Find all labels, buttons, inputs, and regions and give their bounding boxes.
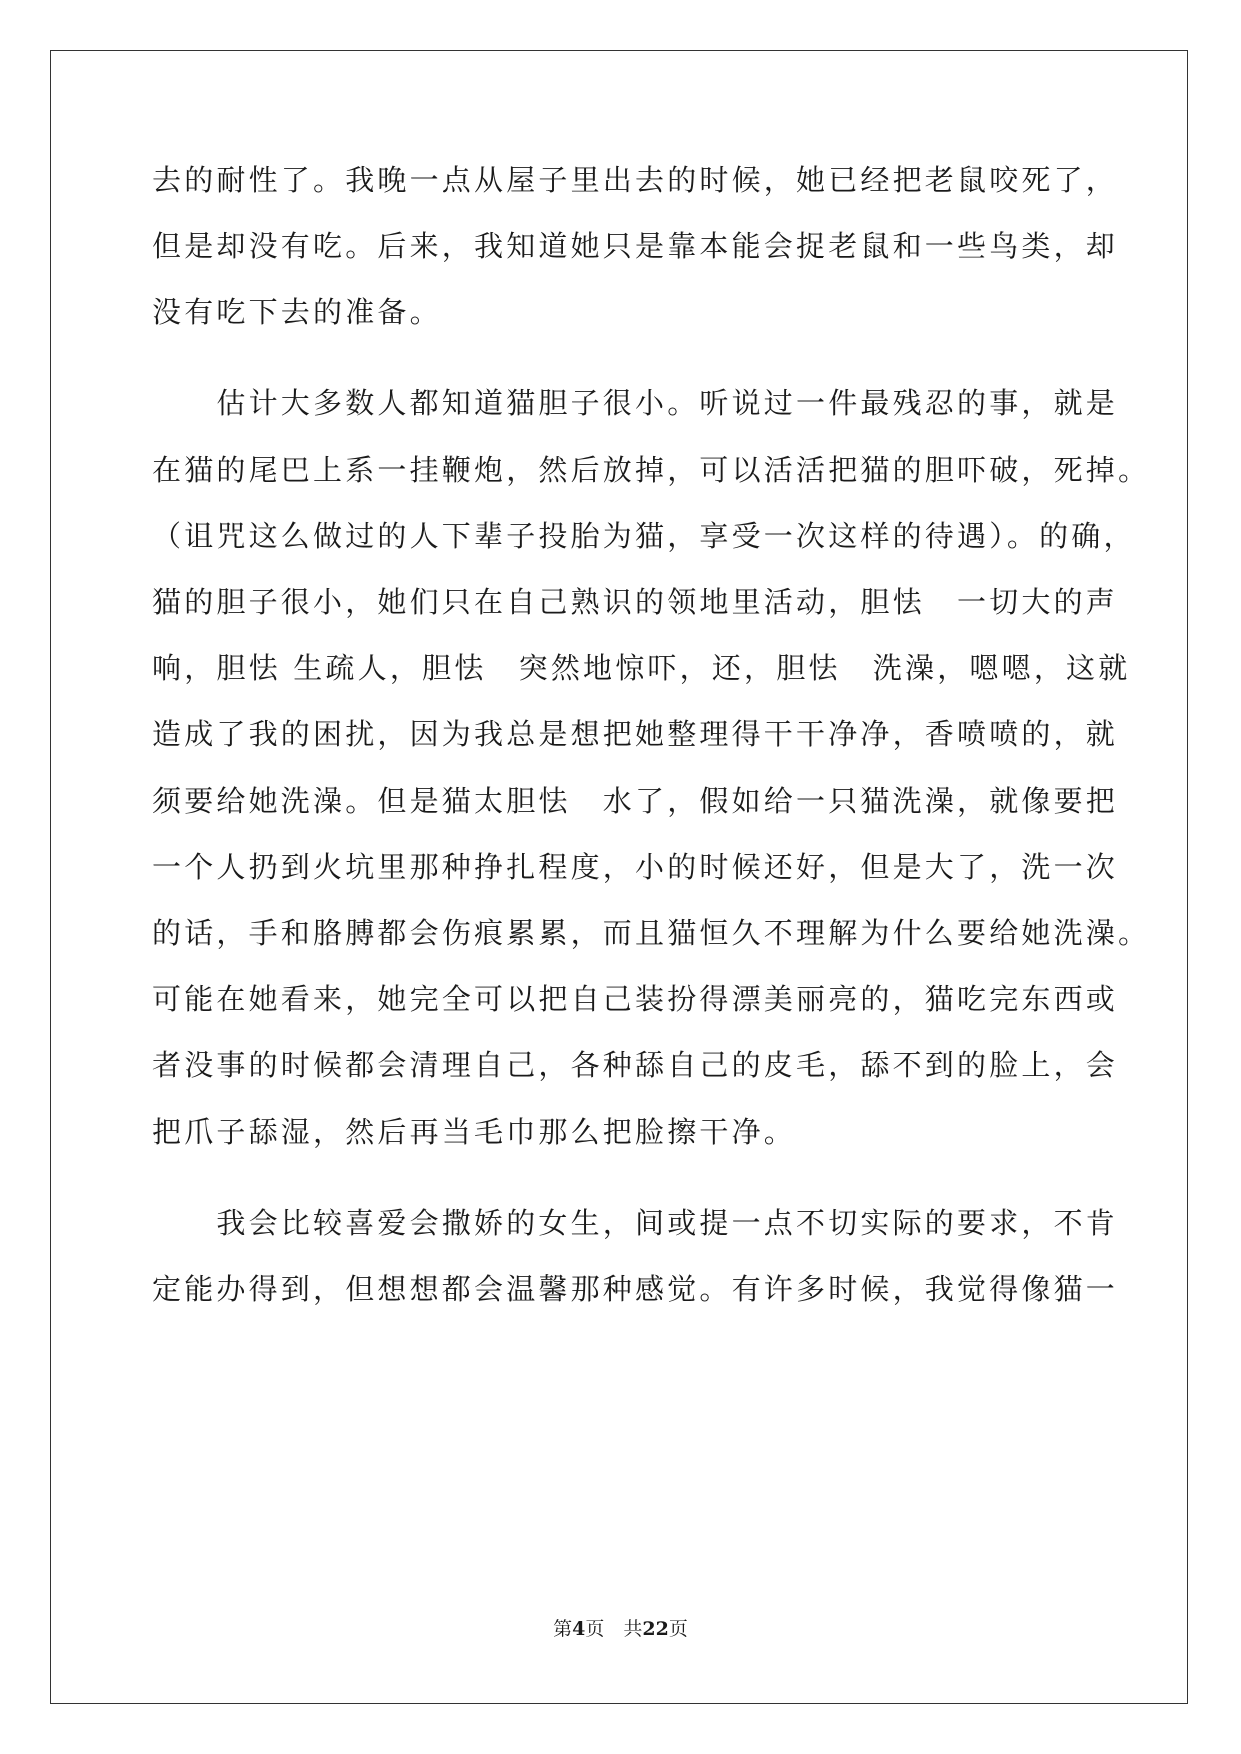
page-number: 4 (572, 1618, 586, 1640)
text-line: 我会比较喜爱会撒娇的女生，间或提一点不切实际的要求，不肯 (152, 1206, 1119, 1240)
text-line: 但是却没有吃。后来，我知道她只是靠本能会捉老鼠和一些鸟类，却 (152, 229, 1119, 263)
text-line: 可能在她看来，她完全可以把自己装扮得漂美丽亮的，猫吃完东西或 (152, 982, 1119, 1016)
text-line: 去的耐性了。我晚一点从屋子里出去的时候，她已经把老鼠咬死了， (152, 163, 1119, 197)
text-line: 响，胆怯 生疏人，胆怯 突然地惊吓，还，胆怯 洗澡，嗯嗯，这就 (152, 651, 1131, 685)
text-line: 猫的胆子很小，她们只在自己熟识的领地里活动，胆怯 一切大的声 (152, 585, 1119, 619)
text-line: 须要给她洗澡。但是猫太胆怯 水了，假如给一只猫洗澡，就像要把 (152, 784, 1119, 818)
text-line: 在猫的尾巴上系一挂鞭炮，然后放掉，可以活活把猫的胆吓破，死掉。 (152, 453, 1151, 487)
text-line: （诅咒这么做过的人下辈子投胎为猫，享受一次这样的待遇）。的确， (152, 519, 1136, 553)
total-pages: 22 (642, 1618, 669, 1640)
text-line: 造成了我的困扰，因为我总是想把她整理得干干净净，香喷喷的，就 (152, 717, 1119, 751)
footer-prefix: 第 (553, 1618, 573, 1640)
text-line: 一个人扔到火坑里那种挣扎程度，小的时候还好，但是大了，洗一次 (152, 850, 1119, 884)
text-line: 没有吃下去的准备。 (152, 295, 442, 329)
text-line: 估计大多数人都知道猫胆子很小。听说过一件最残忍的事，就是 (152, 386, 1119, 420)
footer-mid: 页 共 (585, 1618, 643, 1640)
text-line: 的话，手和胳膊都会伤痕累累，而且猫恒久不理解为什么要给她洗澡。 (152, 916, 1151, 950)
text-line: 定能办得到，但想想都会温馨那种感觉。有许多时候，我觉得像猫一 (152, 1272, 1119, 1306)
text-line: 者没事的时候都会清理自己，各种舔自己的皮毛，舔不到的脸上，会 (152, 1048, 1119, 1082)
page-footer (0, 1617, 1241, 1641)
text-line: 把爪子舔湿，然后再当毛巾那么把脸擦干净。 (152, 1115, 797, 1149)
footer-suffix: 页 (668, 1618, 688, 1640)
